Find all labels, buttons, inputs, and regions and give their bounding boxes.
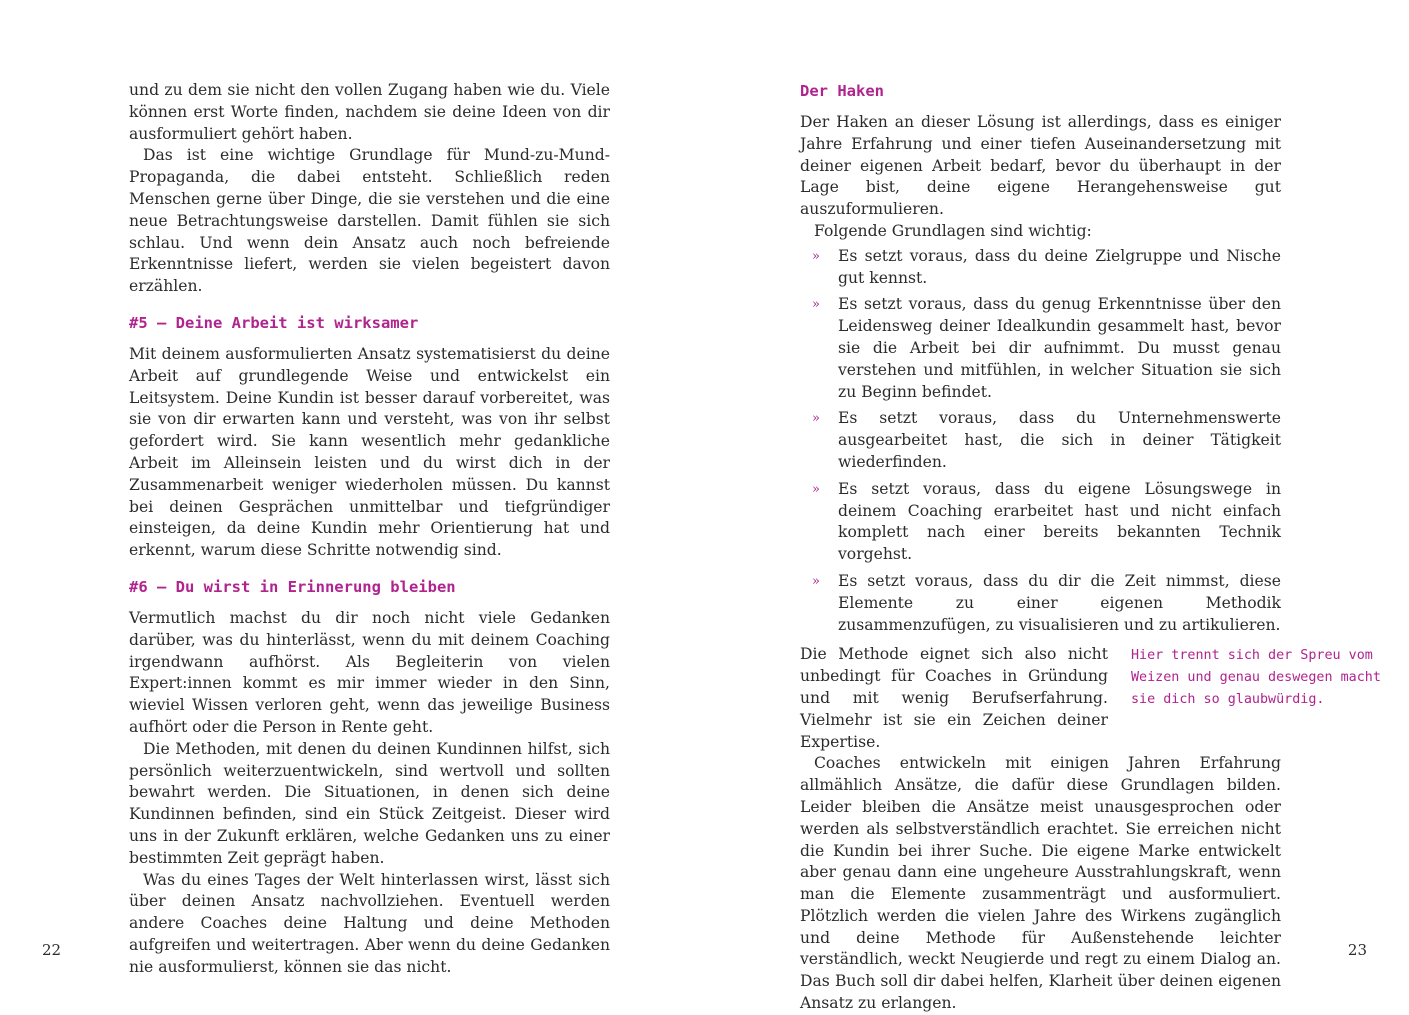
haken-intro-paragraph: Der Haken an dieser Lösung ist allerdings, dass es einiger Jahre Erfahrung und einer tiefen Auseinandersetzung mit deiner eigenen Arbeit bedarf, bevor du überhaupt in der Lage bist, deine eigene Herangehensweise gut auszuformulieren. — [800, 113, 1281, 219]
section-5-heading: #5 – Deine Arbeit ist wirksamer — [129, 313, 419, 332]
requirements-list — [800, 246, 1281, 637]
method-paragraph: Die Methode eignet sich also nicht unbedingt für Coaches in Gründung und mit wenig Berufserfahrung. Vielmehr ist sie ein Zeichen deiner Expertise. — [800, 645, 1108, 751]
section-6-paragraph-3: Was du eines Tages der Welt hinterlassen wirst, lässt sich über deinen Ansatz nachvollziehen. Eventuell werden andere Coaches deine Haltung und deine Methoden aufgreifen und weitertragen. Aber wenn du deine Gedanken nie ausformulierst, können sie das nicht. — [129, 870, 610, 976]
list-item — [800, 294, 1281, 403]
list-item-text: Es setzt voraus, dass du dir die Zeit nimmst, diese Elemente zu einer eigenen Methodik zusammenzufügen, zu visualisieren und zu artikulieren. — [838, 571, 1281, 634]
list-item — [800, 408, 1281, 473]
list-item — [800, 479, 1281, 566]
section-6-heading: #6 – Du wirst in Erinnerung bleiben — [129, 577, 456, 596]
section-6-paragraph-1: Vermutlich machst du dir noch nicht viele Gedanken darüber, was du hinterlässt, wenn du mit deinem Coaching irgendwann aufhörst. Als Begleiterin von vielen Expert:innen kommt es mir immer wieder in den Sinn, wieviel Wissen verloren geht, wenn das jeweilige Business aufhört oder die Person in Rente geht. — [129, 608, 610, 736]
intro-paragraph-2: Das ist eine wichtige Grundlage für Mund-zu-Mund-Propaganda, die dabei entsteht. Schließlich reden Menschen gerne über Dinge, die sie verstehen und die eine neue Betrachtungsweise darstellen. Damit fühlen sie sich schlau. Und wenn dein Ansatz auch noch befreiende Erkenntnisse liefert, werden sie vielen begeistert davon erzählen. — [129, 146, 610, 296]
right-page — [704, 0, 1409, 1013]
left-page — [0, 0, 704, 1000]
list-item — [800, 571, 1281, 636]
bullet-marker-icon: » — [812, 411, 820, 427]
list-intro: Folgende Grundlagen sind wichtig: — [814, 221, 1092, 240]
margin-note: Hier trennt sich der Spreu vom Weizen und genau deswegen macht sie dich so glaubwürdig. — [1131, 648, 1381, 708]
section-6-paragraph-2: Die Methoden, mit denen du deinen Kundinnen hilfst, sich persönlich weiterzuentwickeln, sind wertvoll und sollten bewahrt werden. Die Situationen, in denen sich deine Kundinnen befinden, sind ein Stück Zeitgeist. Dieser wird uns in der Zukunft erklären, welche Gedanken uns zu einer bestimmten Zeit geprägt haben. — [129, 739, 610, 867]
section-5-paragraph-1: Mit deinem ausformulierten Ansatz systematisierst du deine Arbeit auf grundlegende Weise und entwickelst ein Leitsystem. Deine Kundin ist besser darauf vorbereitet, was sie von dir erwarten kann und versteht, was von ihr selbst gefordert wird. Sie kann wesentlich mehr gedankliche Arbeit im Alleinsein leisten und du wirst dich in der Zusammenarbeit weniger wiederholen müssen. Du kannst bei deinen Gesprächen unmittelbar und tiefgründiger einsteigen, da deine Kundin mehr Orientierung hat und erkennt, warum diese Schritte notwendig sind. — [129, 344, 610, 560]
bullet-marker-icon: » — [812, 248, 820, 264]
bullet-marker-icon: » — [812, 481, 820, 497]
intro-paragraph-1: und zu dem sie nicht den vollen Zugang haben wie du. Viele können erst Worte finden, nachdem sie deine Ideen von dir ausformuliert gehört haben. — [129, 81, 610, 143]
left-text-column — [129, 80, 610, 978]
list-item-text: Es setzt voraus, dass du Unternehmenswerte ausgearbeitet hast, die sich in deiner Tätigkeit wiederfinden. — [838, 409, 1281, 471]
page-number-right: 23 — [1347, 941, 1367, 959]
method-block — [800, 644, 1381, 753]
list-item — [800, 246, 1281, 290]
der-haken-heading: Der Haken — [800, 82, 884, 100]
closing-paragraph: Coaches entwickeln mit einigen Jahren Erfahrung allmählich Ansätze, die dafür diese Grundlagen bilden. Leider bleiben die Ansätze meist unausgesprochen oder werden als selbstverständlich erachtet. Sie erreichen nicht die Kundin bei ihrer Suche. Die eigene Marke entwickelt aber genau dann eine ungeheure Ausstrahlungskraft, wenn man die Elemente zusammenträgt und ausformuliert. Plötzlich werden die vielen Jahre des Wirkens zugänglich und deine Methode für Außenstehende leichter verständlich, weckt Neugierde und regt zu einem Dialog an. Das Buch soll dir dabei helfen, Klarheit über deinen eigenen Ansatz zu erlangen. — [800, 754, 1281, 1013]
list-item-text: Es setzt voraus, dass du eigene Lösungswege in deinem Coaching erarbeitet hast und nicht einfach komplett nach einer bereits bekannten Technik vorgehst. — [838, 479, 1281, 564]
list-item-text: Es setzt voraus, dass du genug Erkenntnisse über den Leidensweg deiner Idealkundin gesammelt hast, bevor sie die Arbeit bei dir aufnimmt. Du musst genau verstehen und mitfühlen, in welcher Situation sie sich zu Beginn befindet. — [838, 295, 1281, 401]
page-number-left: 22 — [42, 941, 62, 959]
list-item-text: Es setzt voraus, dass du deine Zielgruppe und Nische gut kennst. — [838, 246, 1281, 287]
bullet-marker-icon: » — [812, 297, 820, 313]
bullet-marker-icon: » — [812, 573, 820, 589]
